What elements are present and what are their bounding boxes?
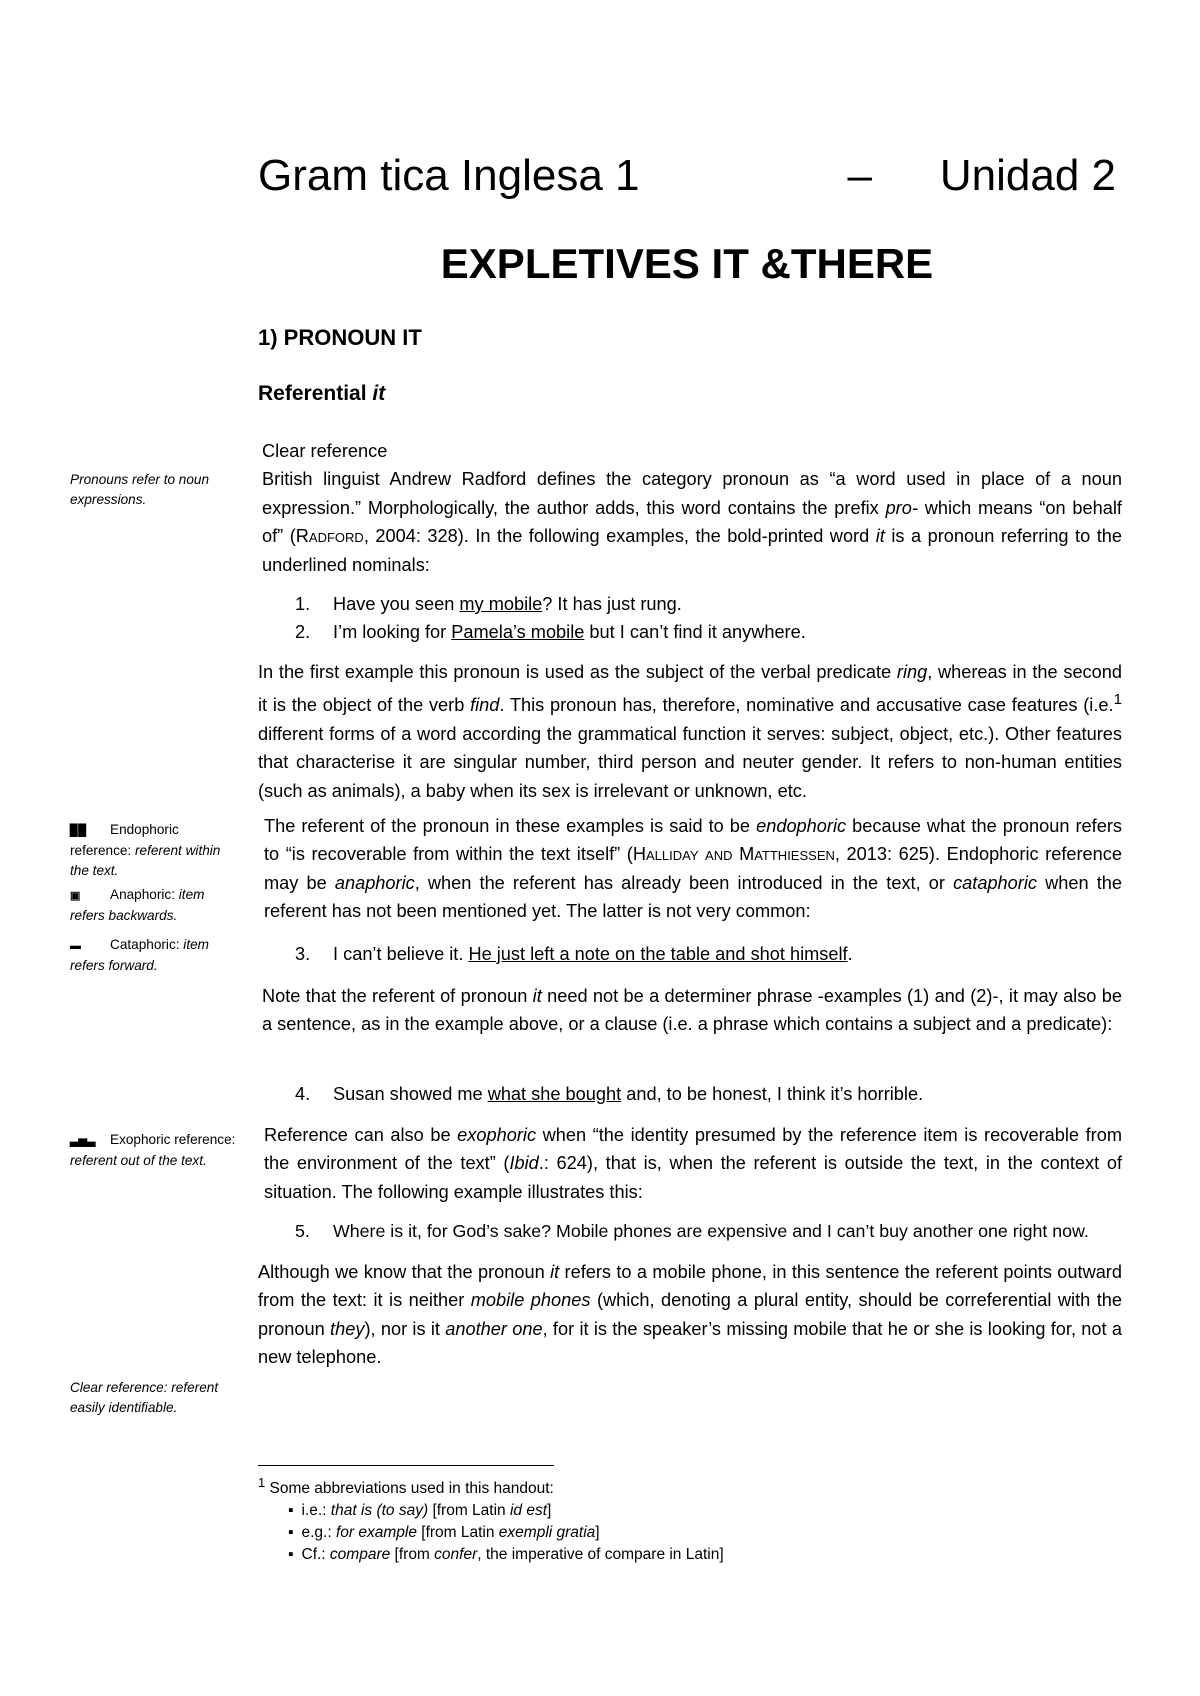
text-run: Reference can also be [264, 1125, 458, 1145]
exophoric-label: Exophoric reference: [110, 1132, 236, 1147]
italic-run: exempli gratia [498, 1524, 596, 1542]
text-run: which means “on behalf of” ( [262, 497, 1122, 547]
page-title: EXPLETIVES IT &THERE [440, 240, 934, 287]
text-run: [from Latin [416, 1524, 499, 1542]
text-run: . This pronoun has, therefore, nominative and accusative case features (i.e. [499, 695, 1114, 716]
text-run: Where is it, for God’s sake? Mobile phones are expensive and I can’t buy another one right now. [333, 1221, 1089, 1241]
text-run: In the first example this pronoun is used as the subject of the verbal predicate [258, 662, 897, 682]
example-item [295, 618, 1115, 646]
text-run: and, to be honest, I think it’s horrible. [621, 1084, 924, 1104]
cataphoric-icon: ▬ [70, 940, 81, 952]
text-run: .: 624), that is, when the referent is outside the text, in the context of situation. The following example illustrates this: [264, 1153, 1123, 1202]
underlined-run: Pamela’s mobile [451, 622, 585, 643]
text-run: Although we know that the pronoun [258, 1262, 551, 1282]
example-number: 2. [295, 622, 311, 643]
text-run: is a pronoun referring to the underlined nominals: [262, 526, 1123, 575]
paragraph-endophoric [264, 812, 1122, 926]
text-run: ), nor is it [364, 1318, 446, 1339]
italic-run: mobile phones [470, 1290, 591, 1311]
text-run: [from Latin [428, 1502, 510, 1520]
endophoric-icon: ▉▉ [70, 825, 87, 837]
text-run: . [847, 944, 853, 964]
text-run: Cf.: [301, 1546, 330, 1564]
example-number: 5. [295, 1221, 310, 1241]
text-run: British linguist Andrew Radford defines the category pronoun as “a word used in place of a noun expression.” Morphologically, the author adds, this word contains the prefix [262, 469, 1122, 518]
italic-run: for example [335, 1524, 417, 1542]
text-run: ? It has just rung. [542, 594, 682, 614]
example-number: 4. [295, 1084, 311, 1104]
exophoric-text: referent out of the text. [70, 1153, 207, 1168]
text-run: because what the pronoun refers to “is recoverable from within the text itself” ( [264, 816, 1122, 865]
footnote-list [258, 1500, 1118, 1566]
sidebar-note-pronouns: Pronouns refer to noun expressions. [70, 472, 210, 507]
text-run: but I can’t find it anywhere. [584, 622, 806, 643]
anaphoric-text: item refers backwards. [70, 887, 205, 923]
italic-run: pro- [885, 497, 918, 518]
italic-run: find [470, 695, 500, 716]
header-dash: – [847, 151, 872, 200]
text-run: need not be a determiner phrase -examples (1) and (2)-, it may also be a sentence, as in the example above, or a clause (i.e. a phrase which contains a subject and a predicate): [262, 986, 1122, 1035]
text-run: i.e.: [301, 1502, 331, 1520]
text-run: , for it is the speaker’s missing mobile that he or she is looking for, not a new telephone. [258, 1318, 1122, 1368]
page-header [258, 148, 1116, 204]
text-run: when “the identity presumed by the reference item is recoverable from the environment of the text” ( [264, 1125, 1122, 1174]
endophoric-label: Endophoric reference: [70, 822, 179, 858]
underlined-run: what she bought [487, 1084, 622, 1104]
anaphoric-label: Anaphoric: [110, 887, 179, 902]
footnote-item [288, 1522, 1118, 1544]
footnote-marker: 1 [258, 1475, 266, 1490]
italic-run: another one [445, 1318, 543, 1339]
subsection-text: Referential [258, 382, 373, 405]
paragraph-determiner-phrase [262, 982, 1122, 1039]
text-run: , 2013: 625). Endophoric reference may be [264, 844, 1122, 893]
sidebar-note-endophoric [70, 820, 240, 881]
paragraph-exophoric [264, 1121, 1122, 1206]
text-run: ] [595, 1524, 600, 1542]
footnote [258, 1472, 1118, 1566]
italic-run: compare [329, 1546, 391, 1564]
example-list-1-2 [295, 590, 1115, 647]
sidebar-note-cataphoric [70, 935, 240, 976]
italic-run: they [330, 1318, 365, 1339]
text-run: I can’t believe it. [333, 944, 469, 964]
underlined-run: my mobile [459, 594, 543, 614]
text-run: different forms of a word according the grammatical function it serves: subject, object, etc.). Other features that characterise it are singular number, third person and neuter gender. It refers to non-human entities (such as animals), a baby when its sex is irrelevant or unknown, etc. [258, 723, 1122, 801]
example-item [295, 1080, 1115, 1108]
endophoric-text: referent within the text. [70, 843, 221, 878]
text-run: [from [390, 1546, 435, 1564]
text-run: , the imperative of compare in Latin] [477, 1546, 724, 1564]
exophoric-icon: ▃▅▃ [70, 1135, 96, 1147]
text-run: , 2004: 328). In the following examples, the bold-printed word [363, 526, 876, 547]
subsection-heading [258, 382, 385, 406]
paragraph-clear-reference [262, 437, 1122, 579]
author-name: Halliday and Matthiessen [632, 844, 835, 865]
sidebar-note-exophoric [70, 1130, 240, 1171]
cataphoric-text: item refers forward. [70, 937, 209, 973]
italic-run: that is (to say) [330, 1502, 429, 1520]
italic-run: id est [509, 1502, 548, 1520]
footnote-item [288, 1544, 1118, 1566]
italic-run: confer [434, 1546, 478, 1564]
text-run: refers to a mobile phone, in this sentence the referent points outward from the text: it is neither [258, 1262, 1122, 1311]
text-run: when the referent has not been mentioned yet. The latter is not very common: [264, 872, 1122, 922]
text-run: e.g.: [301, 1524, 336, 1542]
italic-run: endophoric [756, 816, 847, 836]
anaphoric-icon: ▣ [70, 890, 81, 902]
footnote-divider [258, 1465, 554, 1466]
text-run: ] [547, 1502, 552, 1520]
text-run: Have you seen [333, 594, 460, 614]
italic-run: cataphoric [953, 872, 1037, 893]
example-item [295, 590, 1115, 618]
text-run: , when the referent has already been introduced in the text, or [414, 872, 954, 893]
footnote-ref: 1 [1113, 691, 1123, 709]
underlined-run: He just left a note on the table and shot himself [468, 944, 848, 964]
subsection-italic: it [372, 382, 386, 405]
example-list-4 [295, 1080, 1115, 1108]
unit-label: Unidad 2 [939, 151, 1116, 200]
italic-run: it [875, 526, 885, 547]
sidebar-note-anaphoric [70, 885, 240, 926]
italic-run: anaphoric [334, 872, 415, 893]
sidebar-note-clear-reference: Clear reference: referent easily identifiable. [70, 1380, 219, 1415]
example-item [295, 940, 1115, 968]
text-run: , whereas in the second it is the object of the verb [258, 662, 1122, 716]
footnote-intro [258, 1472, 1118, 1500]
paragraph-mobile-phone [258, 1258, 1122, 1372]
text-run: The referent of the pronoun in these examples is said to be [264, 816, 757, 836]
italic-run: Ibid [509, 1153, 539, 1174]
text-run: Susan showed me [333, 1084, 488, 1104]
cataphoric-label: Cataphoric: [110, 937, 184, 952]
course-title: Gram tica Inglesa 1 [258, 151, 640, 200]
text-run: (which, denoting a plural entity, should be correferential with the pronoun [258, 1290, 1122, 1339]
example-item [295, 1217, 1125, 1245]
italic-run: exophoric [457, 1125, 537, 1145]
section-heading: 1) PRONOUN IT [258, 325, 422, 350]
author-name: Radford [295, 526, 364, 547]
italic-run: it [532, 986, 542, 1006]
italic-run: ring [896, 662, 928, 682]
clear-reference-heading: Clear reference [262, 441, 388, 461]
paragraph-case-features [258, 658, 1122, 805]
example-number: 1. [295, 594, 311, 614]
example-list-5 [295, 1217, 1125, 1245]
text-run: I’m looking for [333, 622, 452, 643]
example-number: 3. [295, 944, 311, 964]
text-run: Note that the referent of pronoun [262, 986, 533, 1006]
italic-run: it [550, 1262, 560, 1282]
footnote-intro-text: Some abbreviations used in this handout: [265, 1480, 554, 1498]
footnote-item [288, 1500, 1118, 1522]
example-list-3 [295, 940, 1115, 968]
